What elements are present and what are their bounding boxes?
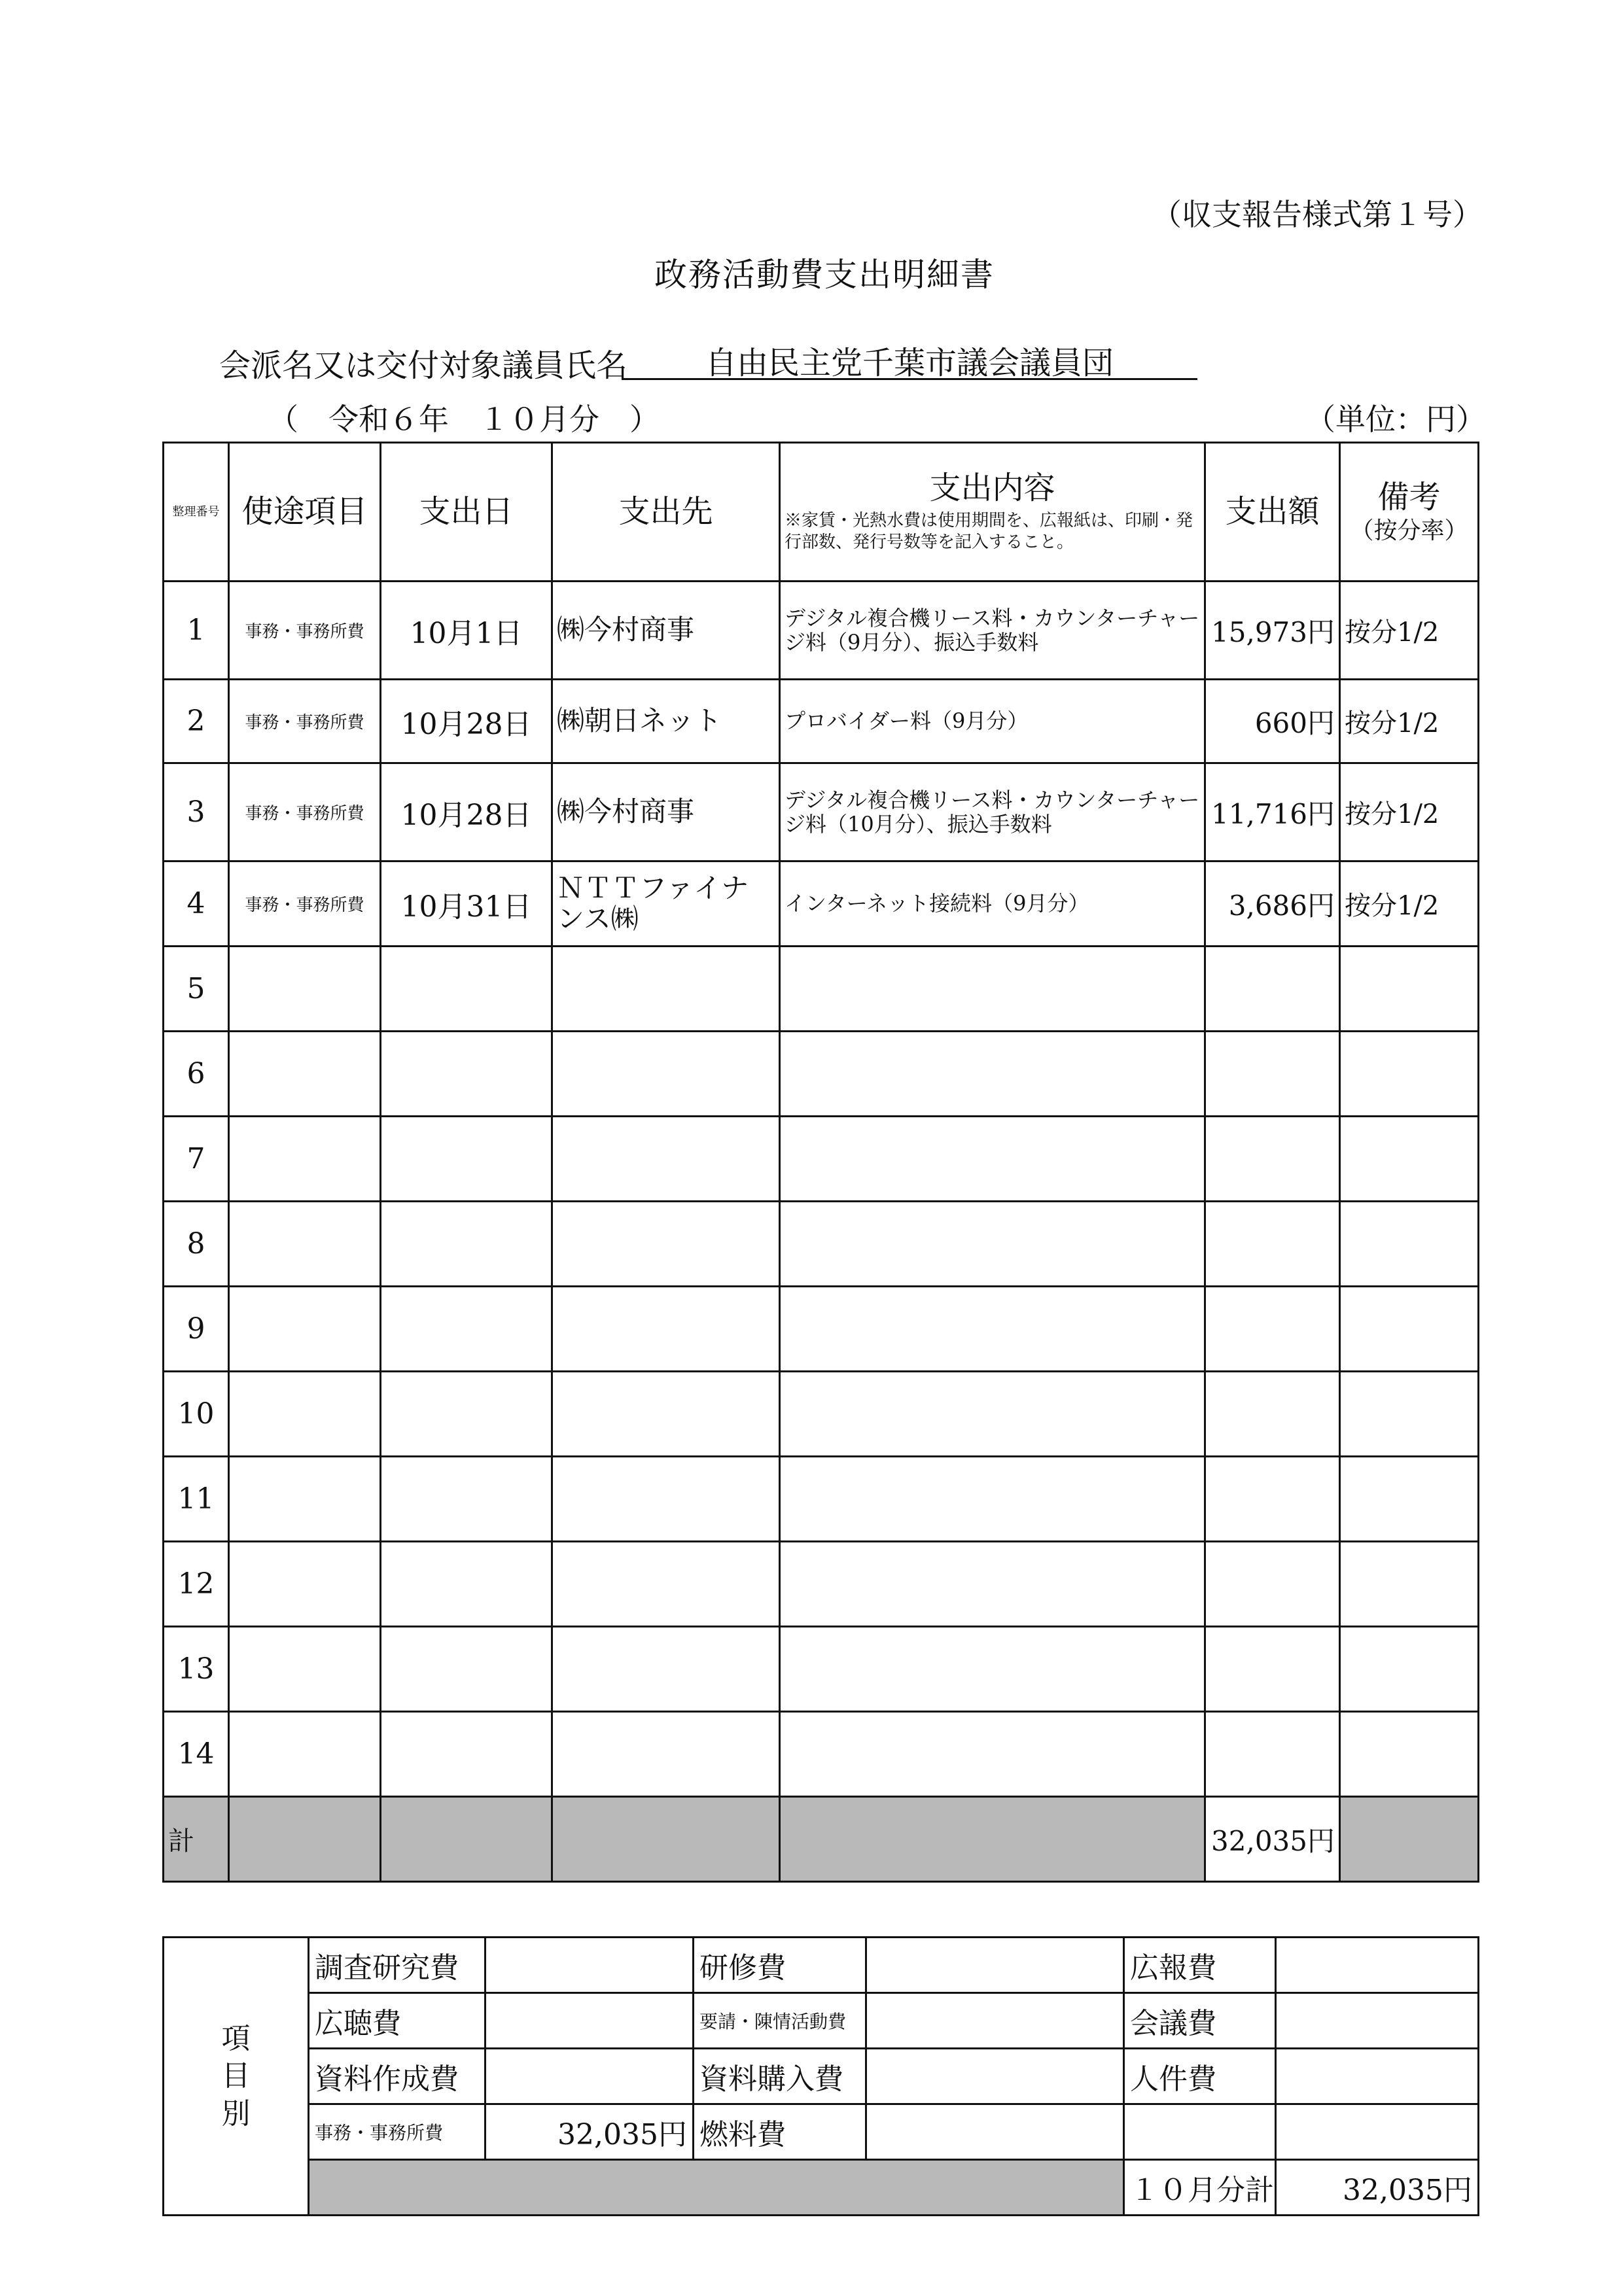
table-row bbox=[164, 680, 1479, 763]
summary-meeting-label: 会議費 bbox=[1124, 1993, 1276, 2049]
row-category: 事務・事務所費 bbox=[229, 582, 381, 680]
summary-fuel-label: 燃料費 bbox=[694, 2104, 866, 2160]
row-payee: ㈱朝日ネット bbox=[552, 680, 780, 763]
expenditure-table bbox=[162, 442, 1479, 1883]
row-content: デジタル複合機リース料・カウンターチャージ料（10月分）、振込手数料 bbox=[780, 763, 1205, 861]
row-remarks: 按分1/2 bbox=[1340, 763, 1479, 861]
summary-research-label: 調査研究費 bbox=[309, 1938, 485, 1993]
row-date: 10月28日 bbox=[381, 763, 552, 861]
header-content-note: ※家賃・光熱水費は使用期間を、広報紙は、印刷・発行部数、発行号数等を記入すること。 bbox=[785, 510, 1193, 553]
header-remarks bbox=[1340, 443, 1479, 582]
table-row bbox=[164, 582, 1479, 680]
table-header-row bbox=[164, 443, 1479, 582]
header-amount: 支出額 bbox=[1205, 443, 1340, 582]
header-date: 支出日 bbox=[381, 443, 552, 582]
row-date: 10月28日 bbox=[381, 680, 552, 763]
row-no: 7 bbox=[164, 1117, 229, 1202]
row-remarks: 按分1/2 bbox=[1340, 680, 1479, 763]
header-content-label: 支出内容 bbox=[929, 469, 1055, 506]
row-date: 10月31日 bbox=[381, 861, 552, 947]
form-number: （収支報告様式第１号） bbox=[1152, 197, 1483, 232]
row-content: デジタル複合機リース料・カウンターチャージ料（9月分）、振込手数料 bbox=[780, 582, 1205, 680]
caucus-name: 自由民主党千葉市議会議員団 bbox=[622, 338, 1197, 380]
row-amount: 15,973円 bbox=[1205, 582, 1340, 680]
row-no: 13 bbox=[164, 1627, 229, 1712]
table-row bbox=[164, 1117, 1479, 1202]
row-remarks: 按分1/2 bbox=[1340, 582, 1479, 680]
caucus-label: 会派名又は交付対象議員氏名 bbox=[219, 347, 628, 384]
row-content: インターネット接続料（9月分） bbox=[780, 861, 1205, 947]
row-no: 2 bbox=[164, 680, 229, 763]
table-row bbox=[164, 1202, 1479, 1287]
header-content bbox=[780, 443, 1205, 582]
row-no: 6 bbox=[164, 1032, 229, 1117]
row-date: 10月1日 bbox=[381, 582, 552, 680]
total-label: 計 bbox=[164, 1797, 229, 1882]
row-no: 11 bbox=[164, 1457, 229, 1542]
total-amount: 32,035円 bbox=[1205, 1797, 1340, 1882]
row-no: 14 bbox=[164, 1712, 229, 1797]
row-no: 8 bbox=[164, 1202, 229, 1287]
header-category: 使途項目 bbox=[229, 443, 381, 582]
document-title: 政務活動費支出明細書 bbox=[654, 256, 995, 294]
table-row bbox=[164, 763, 1479, 861]
table-row bbox=[164, 1457, 1479, 1542]
row-no: 3 bbox=[164, 763, 229, 861]
total-row bbox=[164, 1797, 1479, 1882]
row-category: 事務・事務所費 bbox=[229, 680, 381, 763]
row-no: 12 bbox=[164, 1542, 229, 1627]
table-row bbox=[164, 1712, 1479, 1797]
summary-month-total-amount: 32,035円 bbox=[1276, 2160, 1479, 2216]
table-row bbox=[164, 1542, 1479, 1627]
row-payee: ＮＴＴファイナンス㈱ bbox=[552, 861, 780, 947]
row-no: 5 bbox=[164, 947, 229, 1032]
row-no: 9 bbox=[164, 1287, 229, 1372]
report-period: （ 令和６年 １０月分 ） bbox=[268, 402, 660, 437]
row-category: 事務・事務所費 bbox=[229, 861, 381, 947]
table-row bbox=[164, 1372, 1479, 1457]
summary-petition-label: 要請・陳情活動費 bbox=[694, 1993, 866, 2049]
row-payee: ㈱今村商事 bbox=[552, 582, 780, 680]
row-no: 1 bbox=[164, 582, 229, 680]
row-remarks: 按分1/2 bbox=[1340, 861, 1479, 947]
unit-label: （単位：円） bbox=[1305, 402, 1486, 437]
row-amount: 660円 bbox=[1205, 680, 1340, 763]
row-category: 事務・事務所費 bbox=[229, 763, 381, 861]
summary-training-label: 研修費 bbox=[694, 1938, 866, 1993]
header-remarks-sub: （按分率） bbox=[1350, 517, 1468, 544]
table-row bbox=[164, 1032, 1479, 1117]
header-remarks-label: 備考 bbox=[1377, 479, 1441, 516]
row-no: 10 bbox=[164, 1372, 229, 1457]
row-content: プロバイダー料（9月分） bbox=[780, 680, 1205, 763]
summary-office-label: 事務・事務所費 bbox=[309, 2104, 485, 2160]
summary-materials-purchase-label: 資料購入費 bbox=[694, 2049, 866, 2104]
summary-publicity-label: 広報費 bbox=[1124, 1938, 1276, 1993]
header-no: 整理番号 bbox=[164, 443, 229, 582]
summary-personnel-label: 人件費 bbox=[1124, 2049, 1276, 2104]
row-amount: 3,686円 bbox=[1205, 861, 1340, 947]
summary-side-label: 項 目 別 bbox=[164, 1938, 309, 2216]
table-row bbox=[164, 947, 1479, 1032]
header-payee: 支出先 bbox=[552, 443, 780, 582]
table-row bbox=[164, 1627, 1479, 1712]
table-row bbox=[164, 1287, 1479, 1372]
summary-hearing-label: 広聴費 bbox=[309, 1993, 485, 2049]
summary-office-amount: 32,035円 bbox=[485, 2104, 694, 2160]
summary-materials-creation-label: 資料作成費 bbox=[309, 2049, 485, 2104]
row-no: 4 bbox=[164, 861, 229, 947]
summary-month-total-label: １０月分計 bbox=[1124, 2160, 1276, 2216]
row-payee: ㈱今村商事 bbox=[552, 763, 780, 861]
category-summary-table bbox=[162, 1936, 1479, 2216]
row-amount: 11,716円 bbox=[1205, 763, 1340, 861]
table-row bbox=[164, 861, 1479, 947]
